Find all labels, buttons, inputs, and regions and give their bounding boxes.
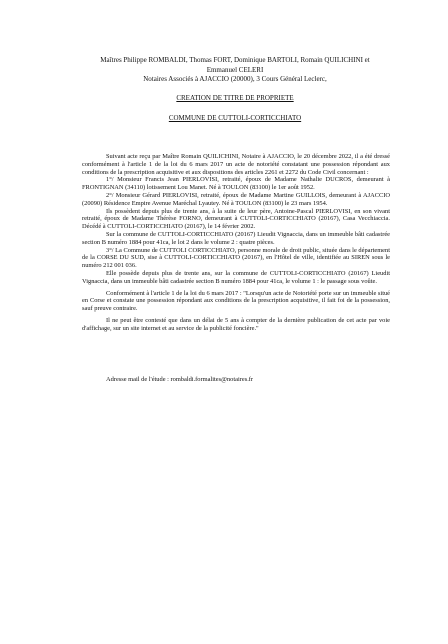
paragraph: Sur la commune de CUTTOLI-CORTICCHIATO (20167) Lieudit Vignaccia, dans un immeuble bâti cadastrée section B numéro 1884 pour 41ca, le lot 2 dans le volume 2 : quatre pièces. <box>82 230 390 246</box>
document-title: CREATION DE TITRE DE PROPRIETE <box>176 94 294 102</box>
paragraph: 2°/ Monsieur Gérard PIERLOVISI, retraité, époux de Madame Martine GUILLOIS, demeurant à AJACCIO (20090) Résidence Empire Avenue Maréchal Lyautey. Né à TOULON (83100) le 23 mars 1954. <box>82 191 390 207</box>
title-block <box>70 94 400 123</box>
commune-heading: COMMUNE DE CUTTOLI-CORTICCHIATO <box>168 114 302 122</box>
notary-header <box>70 56 400 85</box>
paragraph: 3°/ La Commune de CUTTOLI CORTICCHIATO, personne morale de droit public, située dans le département de la CORSE DU SUD, sise à CUTTOLI-CORTICCHIATO (20167), en l'Hôtel de ville, identifiée au SIREN sous le numéro 212 001 036. <box>82 246 390 270</box>
paragraph: Elle possède depuis plus de trente ans, sur la commune de CUTTOLI-CORTICCHIATO (20167) Lieudit Vignaccia, dans un immeuble bâti cadastrée section B numéro 1884 pour 41ca, le volume 1 : le passage sous voûte. <box>82 269 390 285</box>
paragraph: 1°/ Monsieur Francis Jean PIERLOVISI, retraité, époux de Madame Nathalie DUCROS, demeurant à FRONTIGNAN (34110) lotissement Lou Manet. Né à TOULON (83100) le 1er août 1952. <box>82 176 390 192</box>
header-line-1: Maîtres Philippe ROMBALDI, Thomas FORT, Dominique BARTOLI, Romain QUILICHINI et <box>100 56 370 64</box>
contact-email: Adresse mail de l'étude : rombaldi.formalites@notaires.fr <box>106 376 254 383</box>
document-body <box>82 153 390 333</box>
header-line-2: Emmanuel CELERI <box>206 65 264 74</box>
paragraph: Suivant acte reçu par Maître Romain QUILICHINI, Notaire à AJACCIO, le 20 décembre 2022, il a été dressé conformément à l'article 1 de la loi du 6 mars 2017 un acte de notoriété constatant une possession répondant aux conditions de la prescription acquisitive et aux dispositions des articles 2261 et 2272 du Code Civil concernant : <box>82 153 390 176</box>
header-line-3: Notaires Associés à AJACCIO (20000), 3 Cours Général Leclerc, <box>143 75 327 83</box>
paragraph: Ils possèdent depuis plus de trente ans, à la suite de leur père, Antoine-Pascal PIERLOVISI, en son vivant retraité, époux de Madame Thérèse FORNO, demeurant à CUTTOLI-CORTICCHIATO (20167), Casa Vecchiaccia. Décédé à CUTTOLI-CORTICCHIATO (20167), le 14 février 2002. <box>82 207 390 231</box>
paragraph: Il ne peut être contesté que dans un délai de 5 ans à compter de la dernière publication de cet acte par voie d'affichage, sur un site internet et au service de la publicité foncière." <box>82 316 390 332</box>
paragraph: Conformément à l'article 1 de la loi du 6 mars 2017 : "Lorsqu'un acte de Notoriété porte sur un immeuble situé en Corse et constate une possession répondant aux conditions de la prescription acquisitive, il fait foi de la possession, sauf preuve contraire. <box>82 289 390 313</box>
